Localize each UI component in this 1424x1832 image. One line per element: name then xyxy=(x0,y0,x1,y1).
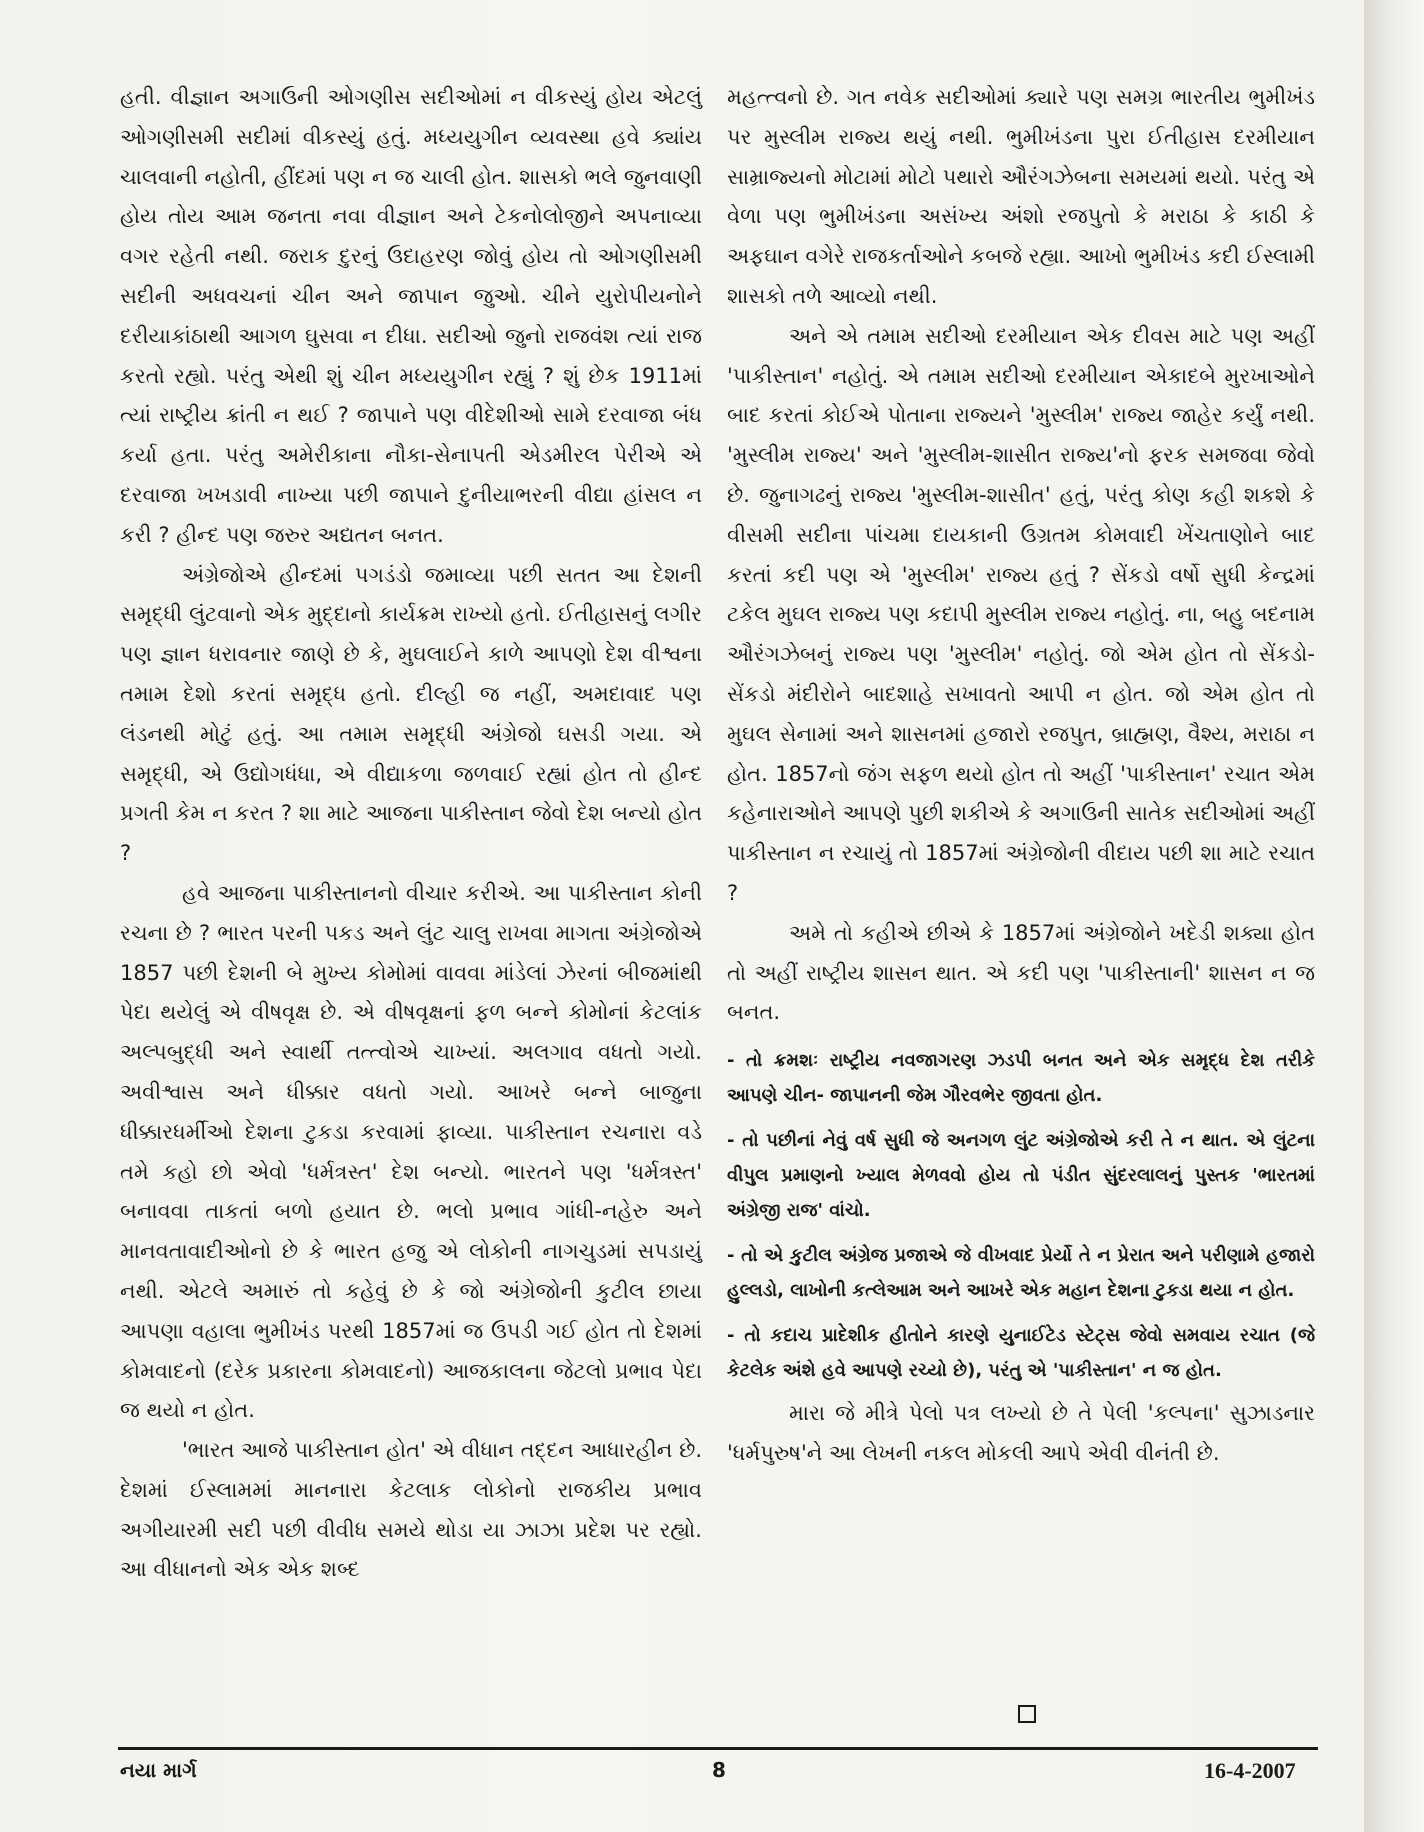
issue-date: 16-4-2007 xyxy=(1204,1758,1296,1783)
paragraph: અમે તો કહીએ છીએ કે 1857માં અંગ્રેજોને ખદેડી શક્યા હોત તો અહીં રાષ્ટ્રીય શાસન થાત. એ કદી પણ 'પાકીસ્તાની' શાસન ન જ બનત. xyxy=(727,920,1315,1025)
paragraph: 'ભારત આજે પાકીસ્તાન હોત' એ વીધાન તદ્દન આધારહીન છે. દેશમાં ઈસ્લામમાં માનનારા કેટલાક લોકોનો રાજકીય પ્રભાવ અગીયારમી સદી પછી વીવીધ સમયે થોડા યા ઝાઝા પ્રદેશ પર રહ્યો. આ વીધાનનો એક એક શબ્દ xyxy=(120,1438,702,1582)
page-number: 8 xyxy=(712,1758,726,1782)
paragraph: અંગ્રેજોએ હીન્દમાં પગડંડો જમાવ્યા પછી સતત આ દેશની સમૃદ્ધી લુંટવાનો એક મુદ્દાનો કાર્યક્રમ રાખ્યો હતો. ઈતીહાસનું લગીર પણ જ્ઞાન ધરાવનાર જાણે છે કે, મુઘલાઈને કાળે આપણો દેશ વીશ્વના તમામ દેશો કરતાં સમૃદ્ધ હતો. દીલ્હી જ નહીં, અમદાવાદ પણ લંડનથી મોટું હતું. આ તમામ સમૃદ્ધી અંગ્રેજો ઘસડી ગયા. એ સમૃદ્ધી, એ ઉદ્યોગધંધા, એ વીદ્યાકળા જળવાઈ રહ્યાં હોત તો હીન્દ પ્રગતી કેમ ન કરત ? શા માટે આજના પાકીસ્તાન જેવો દેશ બન્યો હોત ? xyxy=(120,562,702,866)
paragraph: અને એ તમામ સદીઓ દરમીયાન એક દીવસ માટે પણ અહીં 'પાકીસ્તાન' નહોતું. એ તમામ સદીઓ દરમીયાન એકાદબે મુરખાઓને બાદ કરતાં કોઈએ પોતાના રાજ્યને 'મુસ્લીમ' રાજ્ય જાહેર કર્યું નથી. 'મુસ્લીમ રાજ્ય' અને 'મુસ્લીમ-શાસીત રાજ્ય'નો ફરક સમજવા જેવો છે. જુનાગઢનું રાજ્ય 'મુસ્લીમ-શાસીત' હતું, પરંતુ કોણ કહી શકશે કે વીસમી સદીના પાંચમા દાયકાની ઉગ્રતમ કોમવાદી ખેંચતાણોને બાદ કરતાં કદી પણ એ 'મુસ્લીમ' રાજ્ય હતું ? સેંકડો વર્ષો સુધી કેન્દ્રમાં ટકેલ મુઘલ રાજ્ય પણ કદાપી મુસ્લીમ રાજ્ય નહોતું. ના, બહુ બદનામ ઔરંગઝેબનું રાજ્ય પણ 'મુસ્લીમ' નહોતું. જો એમ હોત તો સેંકડો-સેંકડો મંદીરોને બાદશાહે સખાવતો આપી ન હોત. જો એમ હોત તો મુઘલ સેનામાં અને શાસનમાં હજારો રજપુત, બ્રાહ્મણ, વૈશ્ય, મરાઠા ન હોત. 1857નો જંગ સફળ થયો હોત તો અહીં 'પાકીસ્તાન' રચાત એમ કહેનારાઓને આપણે પુછી શકીએ કે અગાઉની સાતેક સદીઓમાં અહીં પાકીસ્તાન ન રચાયું તો 1857માં અંગ્રેજોની વીદાય પછી શા માટે રચાત ? xyxy=(727,323,1315,905)
publication-name: નયા માર્ગ xyxy=(120,1758,197,1782)
footer-rule xyxy=(118,1747,1318,1750)
bullet-note: - તો કદાચ પ્રાદેશીક હીતોને કારણે યુનાઈટેડ સ્ટેટ્સ જેવો સમવાય રચાત (જે કેટલેક અંશે હવે આપણે રચ્યો છે), પરંતુ એ 'પાકીસ્તાન' ન જ હોત. xyxy=(727,1325,1315,1382)
paragraph: મારા જે મીત્રે પેલો પત્ર લખ્યો છે તે પેલી 'કલ્પના' સુઝાડનાર 'ધર્મપુરુષ'ને આ લેખની નકલ મોકલી આપે એવી વીનંતી છે. xyxy=(727,1401,1315,1465)
left-column xyxy=(120,78,702,1590)
right-column xyxy=(727,78,1315,1474)
bullet-note: - તો ક્રમશઃ રાષ્ટ્રીય નવજાગરણ ઝડપી બનત અને એક સમૃદ્ધ દેશ તરીકે આપણે ચીન- જાપાનની જેમ ગૌરવભેર જીવતા હોત. xyxy=(727,1050,1315,1107)
bullet-note: - તો પછીનાં નેવું વર્ષ સુધી જે અનગળ લુંટ અંગ્રેજોએ કરી તે ન થાત. એ લુંટના વીપુલ પ્રમાણનો ખ્યાલ મેળવવો હોય તો પંડીત સુંદરલાલનું પુસ્તક 'ભારતમાં અંગ્રેજી રાજ' વાંચો. xyxy=(727,1130,1315,1222)
bullet-note: - તો એ કુટીલ અંગ્રેજ પ્રજાએ જે વીખવાદ પ્રેર્યો તે ન પ્રેરાત અને પરીણામે હજારો હુલ્લડો, લાખોની કત્લેઆમ અને આખરે એક મહાન દેશના ટુકડા થયા ન હોત. xyxy=(727,1245,1315,1302)
page-edge xyxy=(1364,0,1424,1832)
end-of-article-box-icon xyxy=(1018,1705,1036,1723)
paragraph: મહત્ત્વનો છે. ગત નવેક સદીઓમાં ક્યારે પણ સમગ્ર ભારતીય ભુમીખંડ પર મુસ્લીમ રાજ્ય થયું નથી. ભુમીખંડના પુરા ઈતીહાસ દરમીયાન સામ્રાજ્યનો મોટામાં મોટો પથારો ઔરંગઝેબના સમયમાં થયો. પરંતુ એ વેળા પણ ભુમીખંડના અસંખ્ય અંશો રજપુતો કે મરાઠા કે કાઠી કે અફઘાન વગેરે રાજકર્તાઓને કબજે રહ્યા. આખો ભુમીખંડ કદી ઈસ્લામી શાસકો તળે આવ્યો નથી. xyxy=(727,85,1315,308)
paragraph: હવે આજના પાકીસ્તાનનો વીચાર કરીએ. આ પાકીસ્તાન કોની રચના છે ? ભારત પરની પકડ અને લુંટ ચાલુ રાખવા માગતા અંગ્રેજોએ 1857 પછી દેશની બે મુખ્ય કોમોમાં વાવવા માંડેલાં ઝેરનાં બીજમાંથી પેદા થયેલું એ વીષવૃક્ષ છે. એ વીષવૃક્ષનાં ફળ બન્ને કોમોનાં કેટલાંક અલ્પબુદ્ધી અને સ્વાર્થી તત્ત્વોએ ચાખ્યાં. અલગાવ વધતો ગયો. અવીશ્વાસ અને ધીક્કાર વધતો ગયો. આખરે બન્ને બાજુના ધીક્કારધર્મીઓ દેશના ટુકડા કરવામાં ફાવ્યા. પાકીસ્તાન રચનારા વડે તમે કહો છો એવો 'ધર્મત્રસ્ત' દેશ બન્યો. ભારતને પણ 'ધર્મત્રસ્ત' બનાવવા તાકતાં બળો હયાત છે. ભલો પ્રભાવ ગાંધી-નહેરુ અને માનવતાવાદીઓનો છે કે ભારત હજુ એ લોકોની નાગચુડમાં સપડાયું નથી. એટલે અમારું તો કહેવું છે કે જો અંગ્રેજોની કુટીલ છાયા આપણા વહાલા ભુમીખંડ પરથી 1857માં જ ઉપડી ગઈ હોત તો દેશમાં કોમવાદનો (દરેક પ્રકારના કોમવાદનો) આજકાલના જેટલો પ્રભાવ પેદા જ થયો ન હોત. xyxy=(120,880,702,1423)
paragraph: હતી. વીજ્ઞાન અગાઉની ઓગણીસ સદીઓમાં ન વીકસ્યું હોય એટલું ઓગણીસમી સદીમાં વીકસ્યું હતું. મધ્યયુગીન વ્યવસ્થા હવે ક્યાંય ચાલવાની નહોતી, હીંદમાં પણ ન જ ચાલી હોત. શાસકો ભલે જુનવાણી હોય તોય આમ જનતા નવા વીજ્ઞાન અને ટેકનોલોજીને અપનાવ્યા વગર રહેતી નથી. જરાક દુરનું ઉદાહરણ જોવું હોય તો ઓગણીસમી સદીની અધવચનાં ચીન અને જાપાન જુઓ. ચીને યુરોપીયનોને દરીયાકાંઠાથી આગળ ઘુસવા ન દીધા. સદીઓ જુનો રાજવંશ ત્યાં રાજ કરતો રહ્યો. પરંતુ એથી શું ચીન મધ્યયુગીન રહ્યું ? શું છેક 1911માં ત્યાં રાષ્ટ્રીય ક્રાંતી ન થઈ ? જાપાને પણ વીદેશીઓ સામે દરવાજા બંધ કર્યા હતા. પરંતુ અમેરીકાના નૌકા-સેનાપતી એડમીરલ પેરીએ એ દરવાજા ખખડાવી નાખ્યા પછી જાપાને દુનીયાભરની વીદ્યા હાંસલ ન કરી ? હીન્દ પણ જરુર અદ્યતન બનત. xyxy=(120,85,702,547)
